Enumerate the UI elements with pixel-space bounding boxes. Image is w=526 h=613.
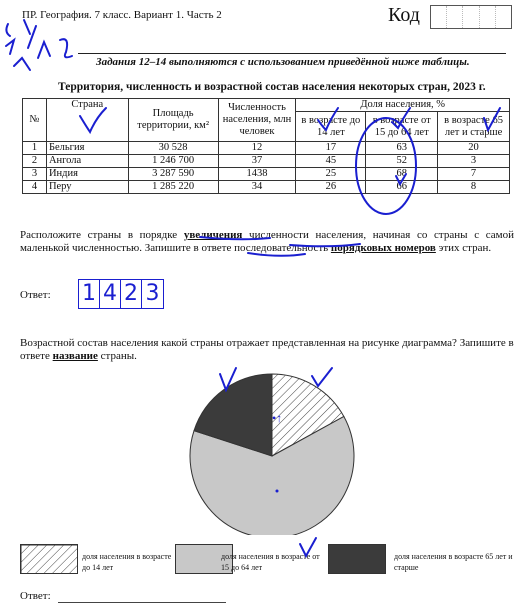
cell-15-64: 66 [366, 181, 438, 194]
answer-digit[interactable]: 4 [100, 280, 121, 308]
task-12-part2: численности населения, начиная со страны с самой маленькой численностью. Запишите в ответе последовательность [20, 229, 514, 254]
answer-12-label: Ответ: [20, 289, 51, 301]
cell-country: Бельгия [46, 142, 128, 155]
table-row [23, 155, 510, 168]
answer-13-line[interactable] [58, 602, 226, 603]
legend-swatch-hatched [20, 544, 78, 574]
data-table [22, 98, 510, 194]
header-population: Численность населения, млн человек [218, 99, 296, 142]
table-row [23, 181, 510, 194]
header-age-under14: в возрасте до 14 лет [296, 112, 366, 142]
cell-population: 37 [218, 155, 296, 168]
cell-area: 1 246 700 [128, 155, 218, 168]
cell-num: 3 [23, 168, 47, 181]
header-country: Страна [46, 99, 128, 142]
legend-label: доля населения в возрасте до 14 лет [82, 552, 172, 572]
cell-area: 3 287 590 [128, 168, 218, 181]
cell-country: Индия [46, 168, 128, 181]
kod-cell[interactable] [496, 6, 511, 28]
cell-area: 30 528 [128, 142, 218, 155]
cell-65plus: 3 [438, 155, 510, 168]
cell-under14: 26 [296, 181, 366, 194]
task-13-text [20, 337, 516, 363]
header-share: Доля населения, % [296, 99, 510, 112]
age-pie-chart [180, 370, 360, 535]
table-row [23, 168, 510, 181]
header-age-15-64: в возрасте от 15 до 64 лет [366, 112, 438, 142]
task-12-keyword2: порядковых номеров [330, 242, 436, 254]
cell-country: Перу [46, 181, 128, 194]
cell-country: Ангола [46, 155, 128, 168]
table-title: Территория, численность и возрастной состав населения некоторых стран, 2023 г. [58, 81, 486, 93]
task-13-keyword: название [52, 350, 98, 362]
legend-swatch-dark [328, 544, 386, 574]
cell-under14: 17 [296, 142, 366, 155]
hw-left-scribble-1 [6, 24, 14, 54]
kod-cell[interactable] [431, 6, 447, 28]
instructions: Задания 12–14 выполняются с использованием приведённой ниже таблицы. [96, 56, 470, 68]
cell-65plus: 8 [438, 181, 510, 194]
pie-handwritten-mark: •↑ [272, 411, 283, 425]
cell-under14: 25 [296, 168, 366, 181]
header-area-text: Площадь территории, км² [137, 108, 209, 131]
task-12-part3: этих стран. [435, 242, 492, 254]
hw-left-scribble-2 [14, 20, 50, 70]
header-area [128, 99, 218, 142]
cell-population: 34 [218, 181, 296, 194]
task-13-part2: страны. [97, 350, 137, 362]
task-12-text [20, 229, 514, 255]
cell-area: 1 285 220 [128, 181, 218, 194]
cell-population: 1438 [218, 168, 296, 181]
header-num: № [23, 99, 47, 142]
cell-population: 12 [218, 142, 296, 155]
answer-digit[interactable]: 1 [79, 280, 100, 308]
answer-12-boxes[interactable] [78, 279, 164, 309]
pie-dot-mark [276, 490, 279, 493]
header-age-65plus: в возрасте 65 лет и старше [438, 112, 510, 142]
answer-13-label: Ответ: [20, 590, 51, 602]
cell-15-64: 68 [366, 168, 438, 181]
answer-digit[interactable]: 3 [145, 281, 160, 306]
kod-cell[interactable] [480, 6, 496, 28]
cell-num: 2 [23, 155, 47, 168]
cell-65plus: 20 [438, 142, 510, 155]
hw-left-scribble-3 [60, 39, 72, 57]
kod-cell[interactable] [463, 6, 479, 28]
legend-label: доля населения в возрасте 65 лет и старше [394, 552, 513, 572]
cell-15-64: 63 [366, 142, 438, 155]
legend-label: доля населения в возрасте от 15 до 64 лет [221, 552, 320, 572]
cell-num: 1 [23, 142, 47, 155]
answer-digit[interactable]: 2 [121, 280, 142, 308]
task-13-part1: Возрастной состав населения какой страны отражает представленная на рисунке диаграмма? Запишите в ответе [20, 337, 514, 362]
kod-input-box[interactable] [430, 5, 512, 29]
cell-65plus: 7 [438, 168, 510, 181]
divider [78, 53, 506, 54]
cell-15-64: 52 [366, 155, 438, 168]
task-12-part1: Расположите страны в порядке [20, 229, 184, 241]
table-row [23, 142, 510, 155]
cell-num: 4 [23, 181, 47, 194]
kod-label: Код [388, 4, 420, 26]
cell-under14: 45 [296, 155, 366, 168]
header-text: ПР. География. 7 класс. Вариант 1. Часть 2 [22, 9, 222, 21]
task-12-keyword: увеличения [183, 229, 243, 241]
kod-cell[interactable] [447, 6, 463, 28]
